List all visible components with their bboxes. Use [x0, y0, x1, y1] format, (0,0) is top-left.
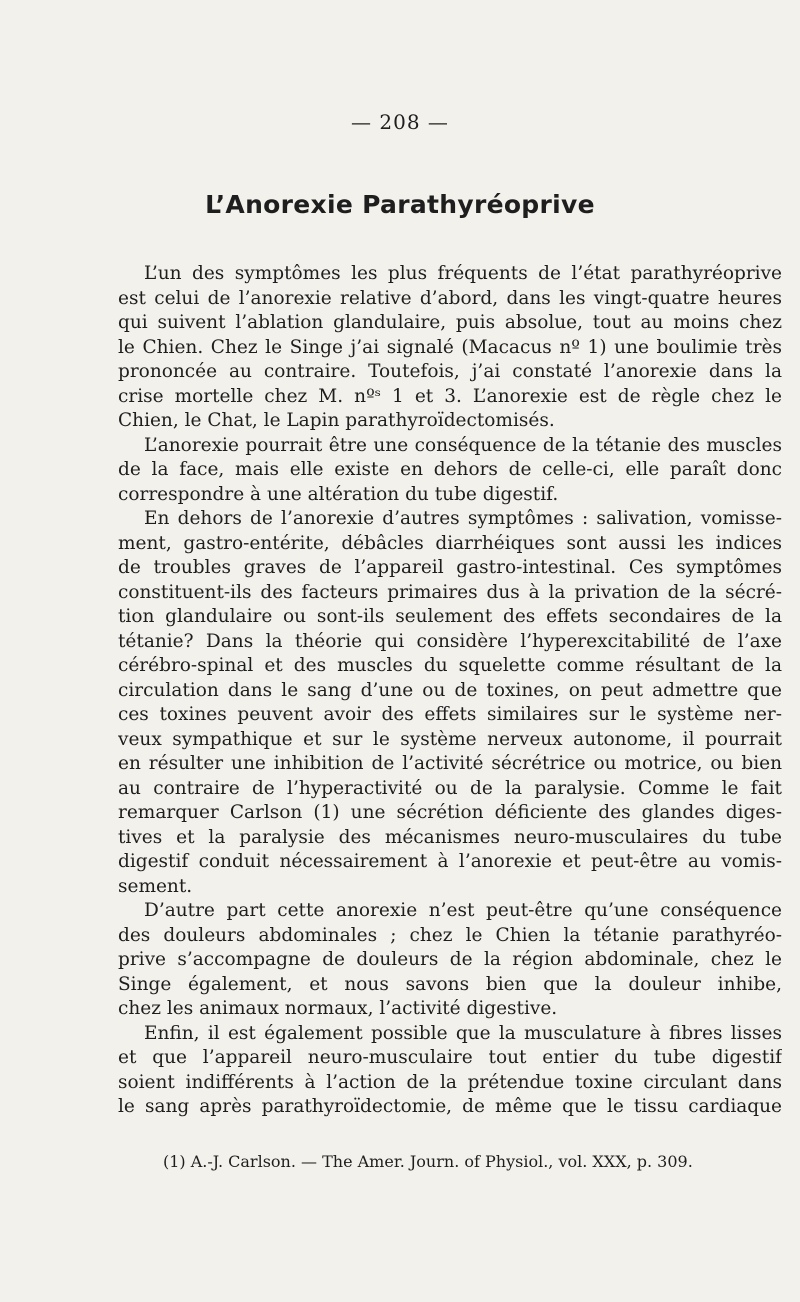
- text-line: tives et la paralysie des mécanismes neuro-musculaires du tube: [118, 826, 782, 848]
- text-line: Enfin, il est également possible que la musculature à fibres lisses: [144, 1022, 782, 1044]
- text-line: chez les animaux normaux, l’activité digestive.: [118, 998, 558, 1019]
- text-line: est celui de l’anorexie relative d’abord, dans les vingt-quatre heures: [118, 287, 782, 309]
- text-line: D’autre part cette anorexie n’est peut-être qu’une conséquence: [144, 900, 782, 921]
- text-line: digestif conduit nécessairement à l’anorexie et peut-être au vomis-: [118, 851, 782, 872]
- text-line: veux sympathique et sur le système nerveux autonome, il pourrait: [118, 728, 782, 750]
- text-line: le sang après parathyroïdectomie, de même que le tissu cardiaque: [118, 1096, 782, 1117]
- text-line: correspondre à une altération du tube digestif.: [118, 483, 559, 505]
- text-line: de la face, mais elle existe en dehors de celle-ci, elle paraît donc: [118, 459, 782, 480]
- text-line: de troubles graves de l’appareil gastro-intestinal. Ces symptômes: [118, 557, 782, 578]
- text-line: au contraire de l’hyperactivité ou de la paralysie. Comme le fait: [118, 777, 782, 799]
- text-line: tétanie? Dans la théorie qui considère l’hyperexcitabilité de l’axe: [118, 630, 782, 652]
- text-line: cérébro-spinal et des muscles du squelette comme résultant de la: [118, 655, 782, 676]
- text-line: remarquer Carlson (1) une sécrétion déficiente des glandes diges-: [118, 802, 782, 823]
- text-line: des douleurs abdominales ; chez le Chien la tétanie parathyréo-: [118, 924, 782, 946]
- text-line: crise mortelle chez M. nºˢ 1 et 3. L’anorexie est de règle chez le: [118, 385, 782, 407]
- page-title: L’Anorexie Parathyréoprive: [205, 190, 595, 219]
- text-line: tion glandulaire ou sont-ils seulement des effets secondaires de la: [118, 606, 782, 627]
- text-line: soient indifférents à l’action de la prétendue toxine circulant dans: [118, 1071, 782, 1093]
- footnote: (1) A.-J. Carlson. — The Amer. Journ. of Physiol., vol. XXX, p. 309.: [163, 1152, 693, 1171]
- text-line: et que l’appareil neuro-musculaire tout entier du tube digestif: [118, 1047, 782, 1068]
- body-text: [118, 262, 782, 1120]
- text-line: prive s’accompagne de douleurs de la région abdominale, chez le: [118, 949, 782, 970]
- text-line: constituent-ils des facteurs primaires dus à la privation de la sécré-: [118, 581, 782, 603]
- text-line: ment, gastro-entérite, débâcles diarrhéiques sont aussi les indices: [118, 532, 782, 554]
- text-line: qui suivent l’ablation glandulaire, puis absolue, tout au moins chez: [118, 312, 782, 333]
- text-line: ces toxines peuvent avoir des effets similaires sur le système ner-: [118, 704, 782, 725]
- page-number: — 208 —: [351, 110, 449, 134]
- text-line: Chien, le Chat, le Lapin parathyroïdectomisés.: [118, 410, 555, 431]
- text-line: En dehors de l’anorexie d’autres symptômes : salivation, vomisse-: [144, 508, 782, 529]
- text-line: L’un des symptômes les plus fréquents de l’état parathyréoprive: [144, 263, 782, 284]
- text-line: Singe également, et nous savons bien que la douleur inhibe,: [118, 973, 782, 995]
- text-line: prononcée au contraire. Toutefois, j’ai constaté l’anorexie dans la: [118, 361, 782, 382]
- text-line: en résulter une inhibition de l’activité sécrétrice ou motrice, ou bien: [118, 753, 782, 774]
- text-line: circulation dans le sang d’une ou de toxines, on peut admettre que: [118, 679, 782, 701]
- text-line: sement.: [118, 875, 193, 897]
- text-line: L’anorexie pourrait être une conséquence de la tétanie des muscles: [144, 434, 782, 456]
- text-line: le Chien. Chez le Singe j’ai signalé (Macacus nº 1) une boulimie très: [118, 336, 782, 358]
